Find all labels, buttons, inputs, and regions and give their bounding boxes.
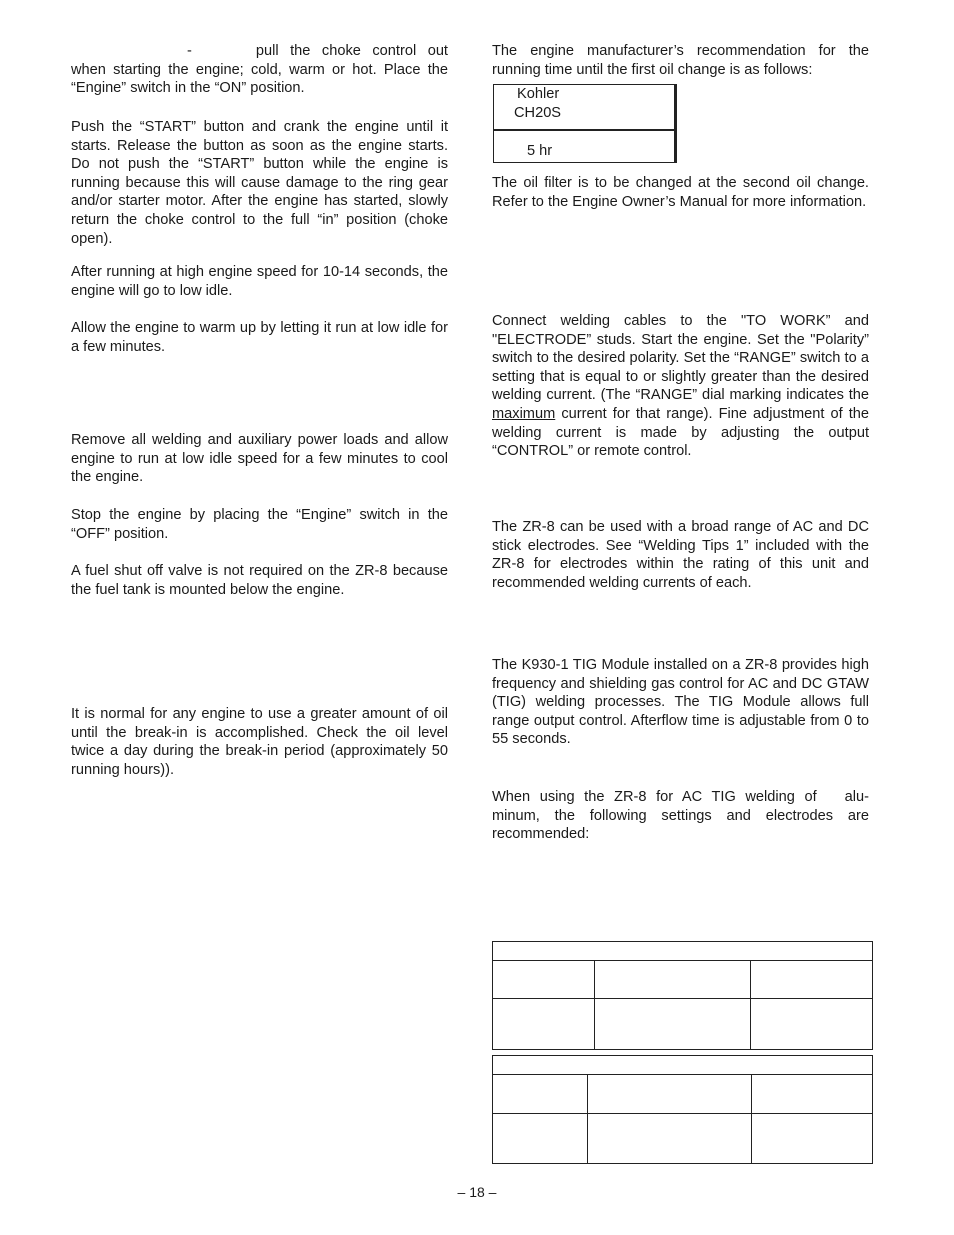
table-2-rule <box>493 1113 872 1114</box>
settings-table-2 <box>492 1055 873 1164</box>
engine-oil-table <box>493 84 677 163</box>
break-in-paragraph: It is normal for any engine to use a greater amount of oil until the break-in is accomplished. Check the oil level twice a day during the break-in period (approximately 50 running hours)). <box>71 706 448 778</box>
ac-tig-text-end: alu-minum, the following settings and electrodes are recommended: <box>492 789 869 843</box>
welding-setup-text: Connect welding cables to the "TO WORK” and "ELECTRODE” studs. Start the engine. Set the "Polarity” switch to the desired polarity. Set the “RANGE” switch to a setting that is equal to or slightly greater than the desired welding current. (The “RANGE” dial marking indicates the <box>492 313 869 404</box>
stop-engine-paragraph: Stop the engine by placing the “Engine” switch in the “OFF” position. <box>71 507 448 542</box>
oil-change-paragraph: The engine manufacturer’s recommendation for the running time until the first oil change is as follows: <box>492 43 869 78</box>
choke-text: pull the choke control out when starting the engine; cold, warm or hot. Place the “Engine” switch in the “ON” position. <box>71 43 448 97</box>
table-1-rule <box>493 998 872 999</box>
choke-dash: - <box>187 43 192 59</box>
engine-make: Kohler <box>517 86 560 102</box>
page-number: – 18 – <box>457 1184 497 1200</box>
table-2-rule <box>493 1074 872 1075</box>
ac-tig-text: When using the ZR-8 for AC TIG welding of <box>492 789 817 805</box>
oil-filter-paragraph: The oil filter is to be changed at the second oil change. Refer to the Engine Owner’s Manual for more information. <box>492 175 869 210</box>
table-2-col-rule <box>751 1074 752 1163</box>
start-paragraph: Push the “START” button and crank the engine until it starts. Release the button as soon as the engine starts. Do not push the “START” button while the engine is running because this will cause damage to the ring gear and/or starter motor. After the engine has started, slowly return the choke control to the full “in” position (choke open). <box>71 119 448 247</box>
high-speed-paragraph: After running at high engine speed for 10-14 seconds, the engine will go to low idle. <box>71 264 448 299</box>
table-1-col-rule <box>594 960 595 1049</box>
fuel-valve-paragraph: A fuel shut off valve is not required on the ZR-8 because the fuel tank is mounted below the engine. <box>71 563 448 598</box>
engine-oil-time: 5 hr <box>527 143 553 159</box>
stick-electrodes-paragraph: The ZR-8 can be used with a broad range of AC and DC stick electrodes. See “Welding Tips 1” included with the ZR-8 for electrodes within the rating of this unit and recommended welding currents of each. <box>492 519 869 591</box>
welding-setup-paragraph <box>492 312 869 461</box>
settings-table-1 <box>492 941 873 1050</box>
choke-paragraph <box>71 42 448 98</box>
maximum-underlined: maximum <box>492 405 556 422</box>
table-1-rule <box>493 960 872 961</box>
table-1-col-rule <box>750 960 751 1049</box>
table-2-col-rule <box>587 1074 588 1163</box>
cool-down-paragraph: Remove all welding and auxiliary power loads and allow engine to run at low idle speed for a few minutes to cool the engine. <box>71 432 448 486</box>
warm-up-paragraph: Allow the engine to warm up by letting it run at low idle for a few minutes. <box>71 320 448 355</box>
table-divider <box>494 129 674 131</box>
ac-tig-paragraph <box>492 788 869 844</box>
welding-setup-text-end: current for that range). Fine adjustment of the welding current is made by adjusting the output “CONTROL” or remote control. <box>492 405 869 460</box>
engine-model: CH20S <box>514 105 562 121</box>
tig-module-paragraph: The K930-1 TIG Module installed on a ZR-8 provides high frequency and shielding gas control for AC and DC GTAW (TIG) welding processes. The TIG Module allows full range output control. Afterflow time is adjustable from 0 to 55 seconds. <box>492 657 869 748</box>
